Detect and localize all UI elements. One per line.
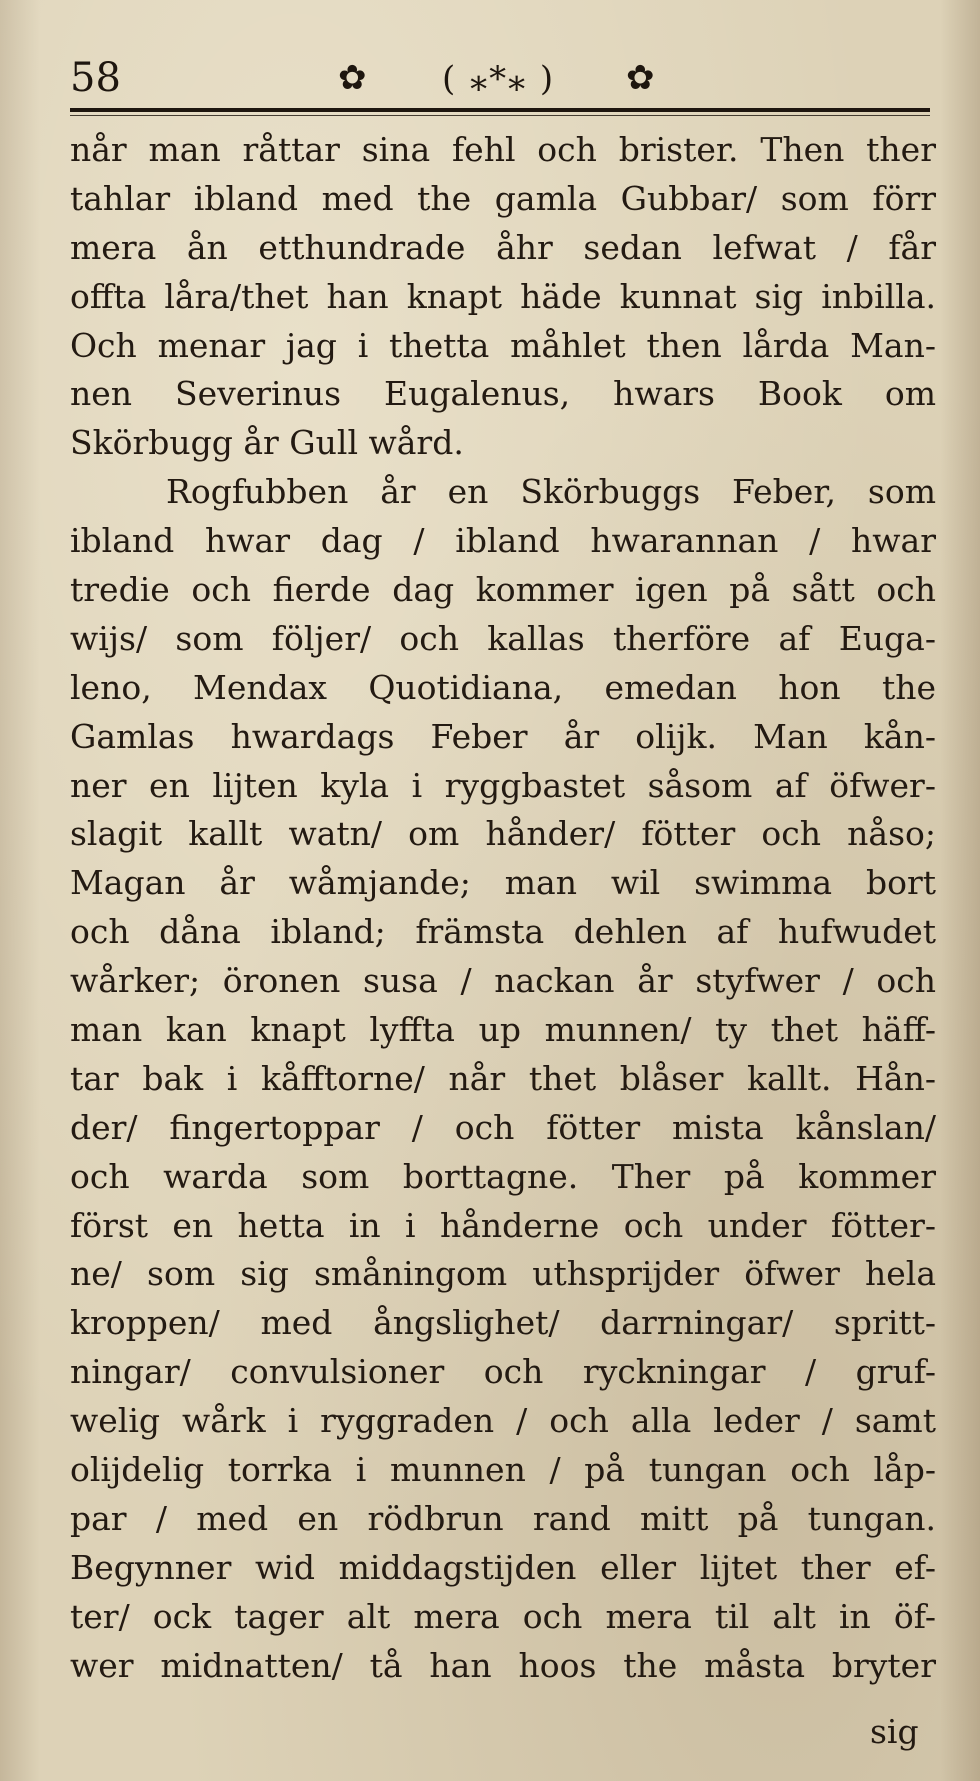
text-line: ibland hwar dag / ibland hwarannan / hwar: [70, 521, 936, 561]
text-line: mera ån etthundrade åhr sedan lefwat / får: [70, 227, 936, 267]
text-line: ter/ ock tager alt mera och mera til alt in öf-: [70, 1596, 936, 1636]
text-line: och dåna ibland; främsta dehlen af hufwudet: [70, 912, 936, 952]
paragraph-start-line: Rogfubben år en Skörbuggs Feber, som: [166, 472, 936, 512]
text-line: man kan knapt lyffta up munnen/ ty thet häff-: [70, 1010, 936, 1050]
text-line: Begynner wid middagstijden eller lijtet ther ef-: [70, 1547, 936, 1587]
text-line: olijdelig torrka i munnen / på tungan och låp-: [70, 1450, 936, 1490]
text-line: Och menar jag i thetta måhlet then lårda Man-: [70, 325, 936, 365]
text-line: offta låra/thet han knapt häde kunnat sig inbilla.: [70, 276, 936, 316]
text-line: når man råttar sina fehl och brister. Then ther: [70, 130, 936, 169]
text-line: tar bak i kåfftorne/ når thet blåser kallt. Hån-: [70, 1058, 936, 1098]
page-header: [70, 52, 930, 108]
text-line: welig wårk i ryggraden / och alla leder / samt: [70, 1401, 936, 1441]
text-line: tredie och fierde dag kommer igen på sått och: [70, 570, 936, 610]
text-line: tahlar ibland med the gamla Gubbar/ som förr: [70, 178, 936, 218]
header-asterism: ( ⁎*⁎ ): [442, 59, 556, 99]
header-rule-thin: [70, 115, 930, 116]
text-line: ningar/ convulsioner och ryckningar / gruf-: [70, 1352, 936, 1392]
text-line: leno, Mendax Quotidiana, emedan hon the: [70, 667, 936, 707]
flower-ornament-icon: ✿: [626, 58, 655, 98]
header-rule: [70, 108, 930, 112]
text-line: wer midnatten/ tå han hoos the måsta bryter: [70, 1645, 936, 1685]
text-line: wårker; öronen susa / nackan år styfwer / och: [70, 961, 936, 1001]
text-line: först en hetta in i hånderne och under fötter-: [70, 1205, 936, 1245]
text-line: och warda som borttagne. Ther på kommer: [70, 1156, 936, 1196]
text-line: Gamlas hwardags Feber år olijk. Man kån-: [70, 716, 936, 756]
text-line: par / med en rödbrun rand mitt på tungan.: [70, 1498, 936, 1538]
text-line: wijs/ som följer/ och kallas therföre af Euga-: [70, 618, 936, 658]
paragraph-end-line: Skörbugg år Gull wård.: [70, 423, 464, 463]
text-line: nen Severinus Eugalenus, hwars Book om: [70, 374, 936, 414]
body-text: [70, 126, 936, 1691]
text-line: slagit kallt watn/ om hånder/ fötter och nåso;: [70, 814, 936, 854]
text-line: kroppen/ med ångslighet/ darrningar/ spritt-: [70, 1303, 936, 1343]
text-line: der/ fingertoppar / och fötter mista kånslan/: [70, 1107, 936, 1147]
flower-ornament-icon: ✿: [338, 58, 367, 98]
text-line: ner en lijten kyla i ryggbastet såsom af öfwer-: [70, 765, 936, 805]
text-line: ne/ som sig småningom uthsprijder öfwer hela: [70, 1254, 936, 1294]
text-line: Magan år wåmjande; man wil swimma bort: [70, 863, 936, 903]
page-number: 58: [70, 55, 121, 101]
catchword: sig: [870, 1712, 919, 1751]
